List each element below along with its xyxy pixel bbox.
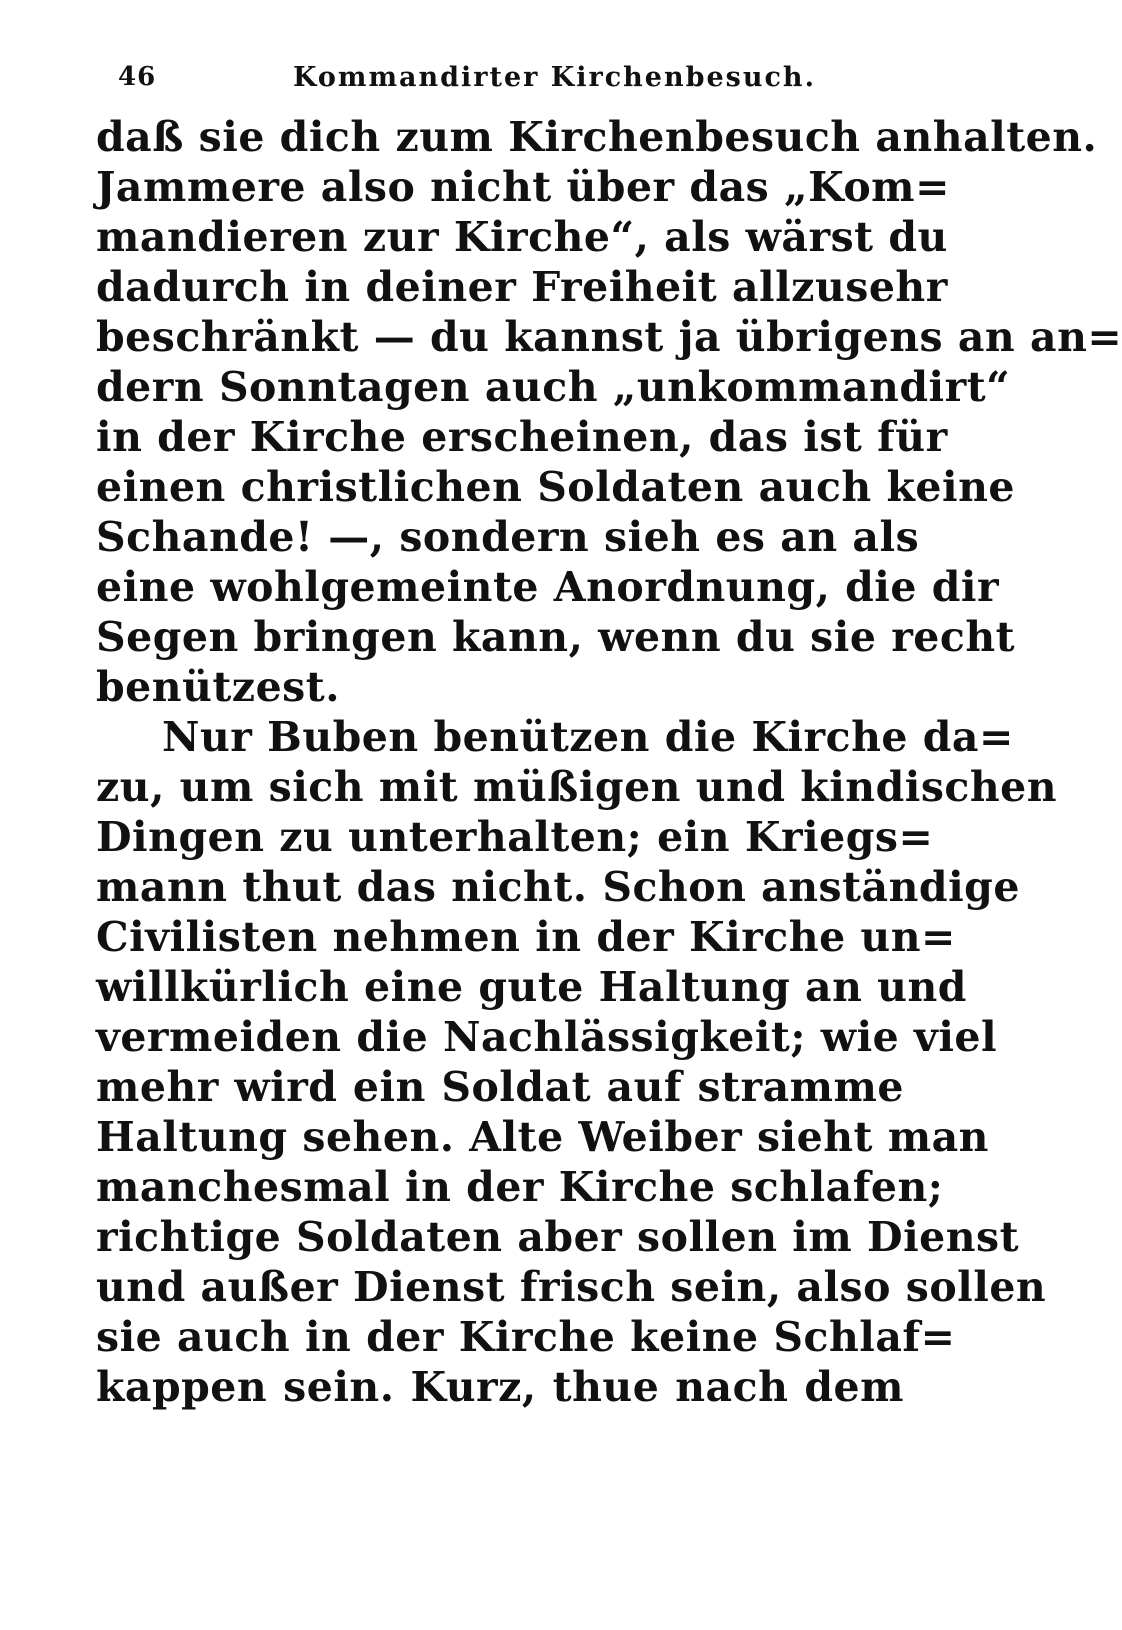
text-line: Haltung sehen. Alte Weiber sieht man	[96, 1113, 989, 1161]
text-line: manchesmal in der Kirche schlafen;	[96, 1163, 944, 1211]
text-line: dadurch in deiner Freiheit allzusehr	[96, 263, 948, 311]
text-line: Segen bringen kann, wenn du sie recht	[96, 613, 1016, 661]
text-line: einen christlichen Soldaten auch keine	[96, 463, 1015, 511]
text-line: in der Kirche erscheinen, das ist für	[96, 413, 948, 461]
text-line: vermeiden die Nachlässigkeit; wie viel	[96, 1013, 998, 1061]
text-line: und außer Dienst frisch sein, also sollen	[96, 1263, 1047, 1311]
text-line: Nur Buben benützen die Kirche da=	[162, 713, 1014, 761]
text-line: eine wohlgemeinte Anordnung, die dir	[96, 563, 1000, 611]
running-title: Kommandirter Kirchenbesuch.	[293, 62, 816, 93]
text-line: zu, um sich mit müßigen und kindischen	[96, 763, 1058, 811]
text-line: willkürlich eine gute Haltung an und	[96, 963, 967, 1011]
page-number: 46	[118, 62, 157, 92]
text-line: benützest.	[96, 663, 340, 711]
text-line: Jammere also nicht über das „Kom=	[96, 163, 950, 211]
running-head	[0, 62, 1000, 102]
text-line: dern Sonntagen auch „unkommandirt“	[96, 363, 1011, 411]
text-line: kappen sein. Kurz, thue nach dem	[96, 1363, 904, 1411]
text-line: Dingen zu unterhalten; ein Kriegs=	[96, 813, 934, 861]
text-line: richtige Soldaten aber sollen im Dienst	[96, 1213, 1020, 1261]
text-line: mehr wird ein Soldat auf stramme	[96, 1063, 904, 1111]
text-line: mandieren zur Kirche“, als wärst du	[96, 213, 948, 261]
text-line: mann thut das nicht. Schon anständige	[96, 863, 1020, 911]
body-text	[96, 112, 1122, 1412]
text-line: Civilisten nehmen in der Kirche un=	[96, 913, 956, 961]
text-line: daß sie dich zum Kirchenbesuch anhalten.	[96, 113, 1098, 161]
text-line: beschränkt — du kannst ja übrigens an an=	[96, 313, 1122, 361]
text-line: sie auch in der Kirche keine Schlaf=	[96, 1313, 956, 1361]
text-line: Schande! —, sondern sieh es an als	[96, 513, 920, 561]
